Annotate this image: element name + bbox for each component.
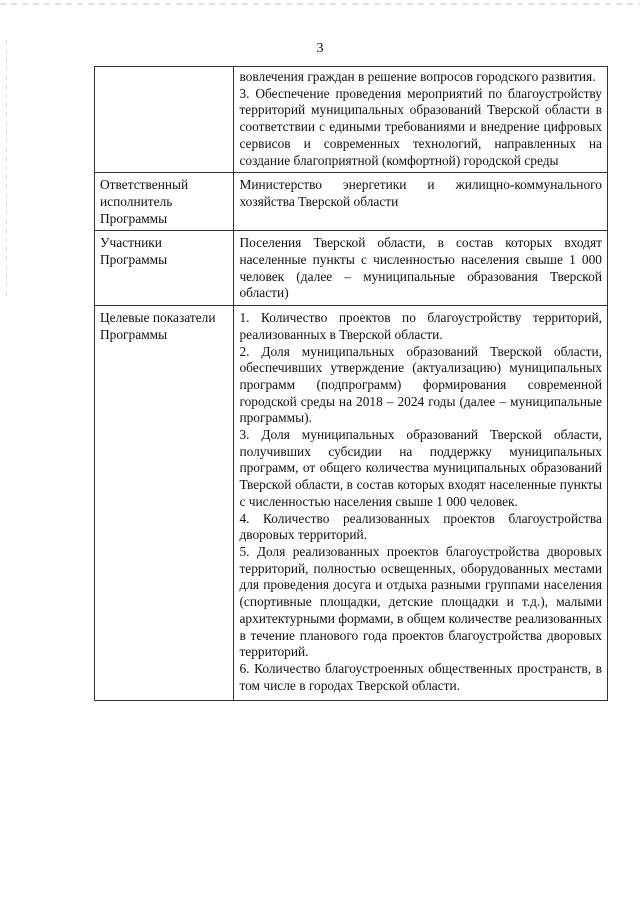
participants-text: Поселения Тверской области, в состав которых входят населенные пункты с численностью населения свыше 1 000 человек (далее – муниципальные образования Тверской области)	[239, 235, 602, 301]
row-label-target-indicators: Целевые показатели Программы	[95, 306, 234, 701]
row-content-target-indicators	[234, 306, 608, 701]
goal-paragraph-continued: вовлечения граждан в решение вопросов городского развития.	[239, 69, 596, 84]
indicator-3: 3. Доля муниципальных образований Тверской области, получивших субсидии на поддержку муниципальных программ, от общего количества муниципальных образований Тверской области, в состав которых входят населенные пункты с численностью населения свыше 1 000 человек.	[239, 427, 602, 509]
row-label-responsible-executor: Ответственный исполнитель Программы	[95, 173, 234, 231]
row-content-responsible-executor	[234, 173, 608, 231]
goal-paragraph-3: 3. Обеспечение проведения мероприятий по благоустройству территорий муниципальных образований Тверской области в соответствии с едиными требованиями и внедрение цифровых сервисов и современных технологий, направленных на создание благоприятной (комфортной) городской среды	[239, 85, 602, 168]
indicator-2: 2. Доля муниципальных образований Тверской области, обеспечивших утверждение (актуализацию) муниципальных программ (подпрограмм) формирования современной городской среды на 2018 – 2024 годы (далее – муниципальные программы).	[239, 343, 602, 426]
indicator-6: 6. Количество благоустроенных общественных пространств, в том числе в городах Тверской области.	[239, 660, 602, 693]
row-label-participants: Участники Программы	[95, 231, 234, 306]
row-label-empty	[95, 67, 234, 173]
responsible-executor-text: Министерство энергетики и жилищно-коммунального хозяйства Тверской области	[239, 177, 602, 209]
page-number: 3	[316, 41, 324, 56]
scan-edge-top	[0, 3, 640, 5]
table-row-responsible-executor	[95, 173, 608, 231]
row-content-goals	[234, 67, 608, 173]
row-content-participants	[234, 231, 608, 306]
indicator-1: 1. Количество проектов по благоустройству территорий, реализованных в Тверской области.	[239, 310, 602, 342]
program-passport-table	[94, 66, 608, 701]
indicator-5: 5. Доля реализованных проектов благоустройства дворовых территорий, полностью освещенных, оборудованных местами для проведения досуга и отдыха разными группами населения (спортивные площадки, детские площадки и т.д.), малыми архитектурными формами, в общем количестве реализованных в течение планового года проектов благоустройства дворовых территорий.	[239, 543, 602, 660]
table-row-target-indicators	[95, 306, 608, 701]
scan-edge-left	[6, 40, 7, 300]
indicator-4: 4. Количество реализованных проектов благоустройства дворовых территорий.	[239, 510, 602, 543]
table-row-participants	[95, 231, 608, 306]
table-row-goals-continued	[95, 67, 608, 173]
